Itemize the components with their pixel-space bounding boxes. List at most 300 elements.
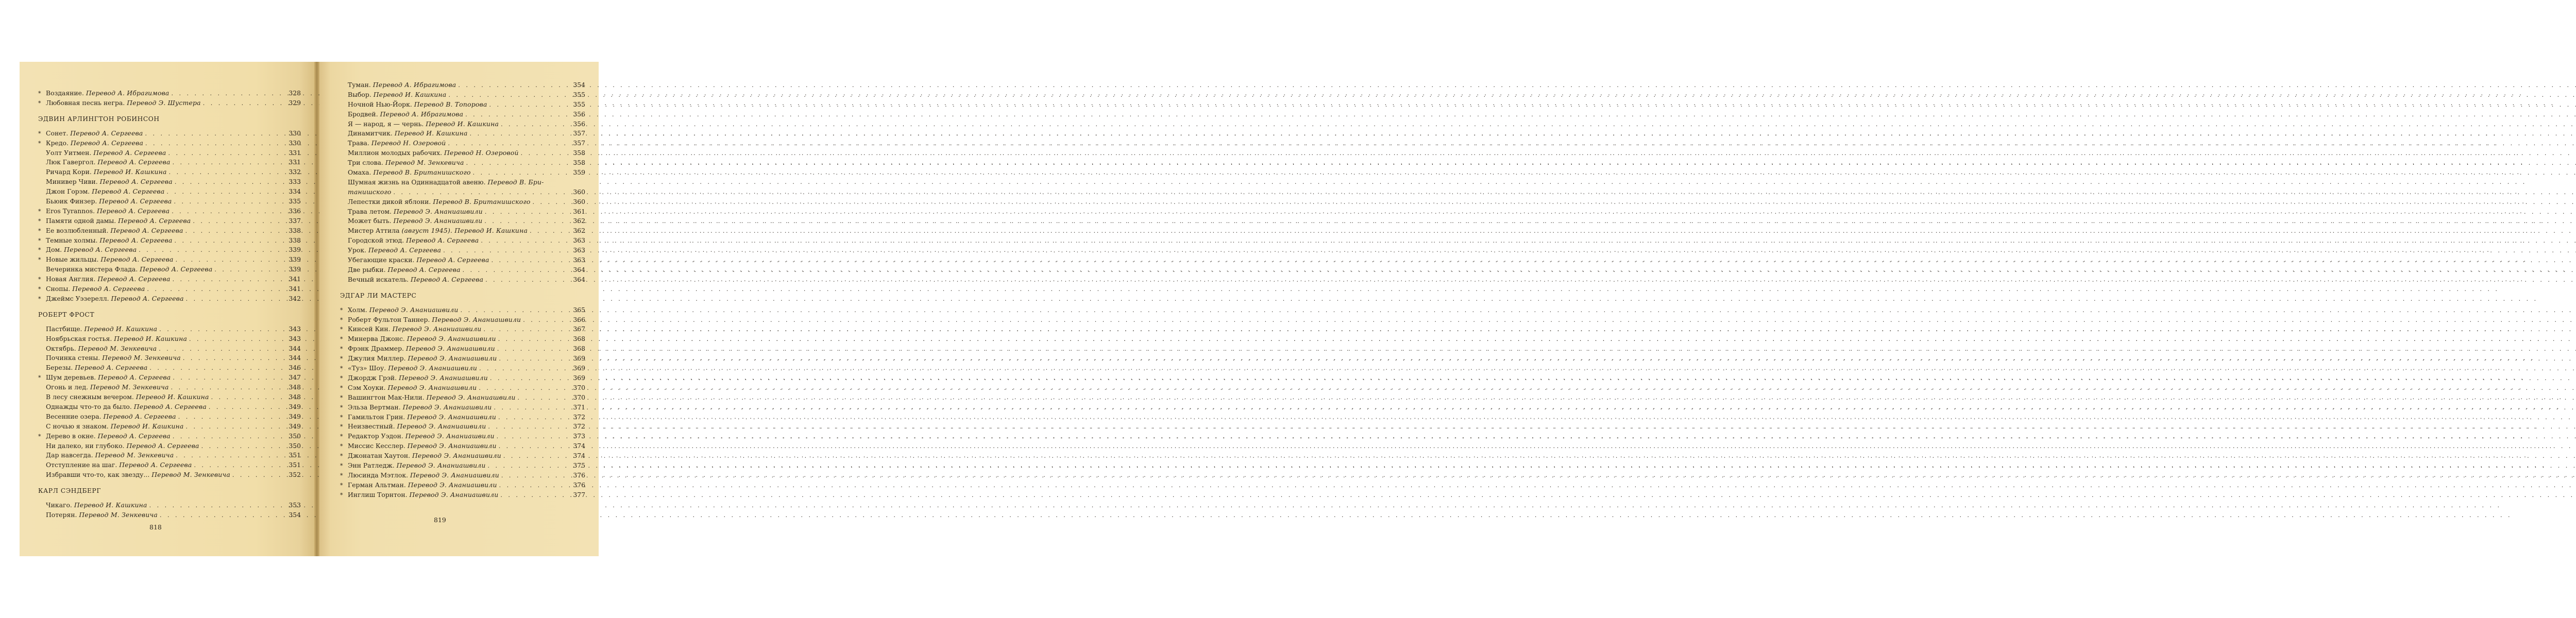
toc-entry — [38, 187, 301, 197]
entry-text — [348, 461, 486, 471]
entry-translator: Перевод А. Сергеева — [98, 373, 171, 382]
entry-text — [348, 393, 516, 403]
toc-entry — [38, 158, 301, 167]
entry-title: Памяти одной дамы. — [46, 216, 116, 225]
entry-page-number: 344 — [289, 344, 301, 352]
leader-dots — [492, 256, 569, 266]
leader-dots — [176, 255, 284, 265]
toc-entry — [340, 451, 585, 461]
entry-translator: Перевод В. Бри- — [487, 178, 544, 186]
entry-page-number: 330 — [289, 139, 301, 147]
entry-page-number: 355 — [573, 90, 585, 98]
entry-page-number: 348 — [289, 383, 301, 391]
author-heading: ЭДГАР ЛИ МАСТЕРС — [340, 291, 417, 299]
leader-dots — [169, 168, 284, 178]
toc-entry — [340, 383, 585, 393]
entry-page-number: 374 — [573, 442, 585, 450]
toc-entry — [340, 315, 585, 325]
leader-dots — [145, 129, 284, 139]
entry-translator: Перевод А. Сергеева — [97, 275, 171, 283]
entry-title: Октябрь. — [46, 344, 76, 352]
entry-text — [348, 158, 464, 168]
entry-translator: Перевод Э. Ананиашвили — [409, 490, 499, 499]
toc-entry — [340, 168, 585, 178]
entry-marker: * — [340, 482, 343, 489]
toc-entry — [340, 393, 585, 403]
entry-page-number: 328 — [289, 89, 301, 97]
toc-entry — [340, 413, 585, 422]
leader-dots — [178, 413, 284, 422]
entry-translator: Перевод А. Сергеева — [387, 265, 461, 273]
entry-translator: Перевод А. Сергеева — [118, 216, 191, 225]
entry-translator: Перевод И. Кашкина — [93, 168, 167, 176]
toc-entry — [340, 90, 585, 100]
entry-title: Выбор. — [348, 90, 371, 98]
leader-dots — [479, 384, 569, 393]
leader-dots — [465, 110, 569, 120]
leader-dots — [488, 422, 569, 432]
entry-title: Починка стены. — [46, 354, 100, 362]
toc-entry — [38, 284, 301, 294]
entry-title: Туман. — [348, 81, 371, 89]
entry-translator: Перевод Э. Ананиашвили — [410, 471, 499, 479]
entry-text — [46, 373, 171, 383]
entry-title: Ночной Нью-Йорк. — [348, 100, 412, 108]
entry-translator: Перевод А. Сергеева — [416, 256, 489, 264]
entry-page-number: 338 — [289, 226, 301, 234]
toc-entry — [38, 422, 301, 432]
entry-translator: Перевод А. Сергеева — [100, 255, 174, 264]
entry-page-number: 363 — [573, 246, 585, 254]
leader-dots — [173, 158, 284, 168]
entry-translator: Перевод А. Сергеева — [119, 461, 192, 469]
leader-dots — [173, 275, 284, 285]
entry-text — [348, 451, 501, 461]
entry-page-number: 359 — [573, 168, 585, 177]
leader-dots — [533, 198, 569, 208]
entry-text — [46, 216, 191, 226]
toc-entry — [38, 510, 301, 520]
toc-entry — [38, 274, 301, 284]
entry-text — [46, 422, 184, 432]
leader-dots — [176, 451, 284, 461]
entry-translator: Перевод М. Зенкевича — [102, 354, 181, 362]
entry-title: Чикаго. — [46, 501, 72, 509]
toc-entry — [340, 226, 585, 236]
entry-translator: Перевод Э. Ананиашвили — [408, 480, 497, 489]
leader-dots — [461, 306, 569, 316]
leader-dots — [211, 393, 284, 403]
toc-entry — [340, 275, 585, 285]
toc-entry — [38, 412, 301, 422]
entry-page-number: 350 — [289, 441, 301, 450]
toc-entry — [38, 501, 301, 510]
entry-translator: Перевод М. Зенкевича — [90, 383, 169, 391]
entry-page-number: 368 — [573, 345, 585, 353]
entry-page-number: 351 — [289, 451, 301, 459]
entry-translator: Перевод И. Кашкина — [135, 393, 209, 401]
toc-entry — [38, 334, 301, 344]
leader-dots — [186, 295, 284, 304]
entry-translator: Перевод А. Сергеева — [70, 129, 143, 137]
entry-title: Джеймс Уэзерелл. — [46, 294, 109, 302]
entry-title: Роберт Фультон Таннер. — [348, 315, 430, 323]
leader-dots — [488, 461, 569, 471]
entry-page-number: 329 — [289, 98, 301, 107]
entry-text — [348, 139, 446, 148]
toc-entry — [38, 129, 301, 139]
entry-marker: * — [340, 453, 343, 460]
entry-title: Кинсей Кин. — [348, 325, 391, 333]
entry-translator: Перевод Э. Ананиашвили — [405, 345, 495, 353]
entry-title: Огонь и лед. — [46, 383, 89, 391]
entry-text — [46, 158, 171, 167]
entry-page-number: 351 — [289, 461, 301, 469]
toc-entry — [38, 460, 301, 470]
entry-translator: Перевод Э. Ананиашвили — [407, 413, 497, 421]
toc-entry — [340, 490, 585, 500]
leader-dots — [500, 491, 569, 501]
entry-page-number: 358 — [573, 159, 585, 167]
entry-marker: * — [340, 346, 343, 353]
leader-dots — [497, 432, 569, 442]
entry-title: Джонатан Хаутон. — [348, 452, 411, 460]
toc-entry — [38, 451, 301, 460]
leader-dots — [194, 461, 284, 471]
entry-title: Две рыбки. — [348, 265, 386, 273]
entry-title: Городской этюд. — [348, 236, 404, 245]
entry-title: «Туз» Шоу. — [348, 364, 386, 372]
entry-translator: Перевод А. Сергеева — [99, 236, 173, 244]
entry-marker: * — [340, 374, 343, 382]
leader-dots — [175, 178, 284, 187]
entry-text — [46, 451, 174, 460]
entry-page-number: 357 — [573, 129, 585, 138]
author-heading: ЭДВИН АРЛИНГТОН РОБИНСОН — [38, 115, 160, 123]
leader-dots — [173, 373, 284, 383]
entry-text — [348, 168, 471, 178]
entry-title: Джордж Грэй. — [348, 373, 397, 382]
toc-entry — [38, 236, 301, 246]
entry-marker: * — [38, 99, 41, 107]
toc-entry — [38, 402, 301, 412]
entry-text — [348, 255, 489, 265]
entry-text — [348, 403, 492, 413]
entry-text — [348, 275, 483, 285]
entry-translator: Перевод А. Сергеева — [140, 265, 213, 273]
entry-translator: Перевод Э. Ананиашвили — [402, 403, 492, 411]
entry-title: Гамильтон Грин. — [348, 413, 405, 421]
entry-marker: * — [340, 394, 343, 401]
leader-dots — [498, 413, 569, 423]
entry-marker: * — [38, 130, 41, 137]
entry-translator: Перевод А. Сергеева — [72, 285, 145, 293]
entry-text — [46, 470, 230, 480]
entry-title: Отступление на шаг. — [46, 461, 117, 469]
entry-translator: Перевод А. Сергеева — [410, 275, 484, 283]
leader-dots — [458, 81, 569, 91]
entry-page-number: 339 — [289, 255, 301, 264]
entry-title: Ее возлюбленный. — [46, 226, 109, 234]
entry-title: Ричард Кори. — [46, 168, 92, 176]
entry-title: Ни далеко, ни глубоко. — [46, 441, 125, 450]
entry-title: Любовная песнь негра. — [46, 98, 125, 107]
leader-dots — [489, 100, 569, 110]
entry-title: Снопы. — [46, 285, 71, 293]
entry-translator: Перевод А. Сергеева — [103, 412, 176, 420]
toc-entry — [38, 441, 301, 451]
leader-dots — [523, 316, 569, 325]
entry-page-number: 336 — [289, 207, 301, 215]
entry-text — [348, 471, 499, 480]
toc-entry — [340, 197, 585, 207]
entry-text — [348, 334, 496, 344]
entry-title: С ночью я знаком. — [46, 422, 109, 430]
entry-title: Новые жильцы. — [46, 255, 99, 264]
entry-text — [46, 334, 187, 344]
leader-dots — [530, 227, 569, 236]
leader-dots — [501, 120, 569, 130]
leader-dots — [171, 383, 284, 393]
entry-text — [348, 354, 497, 364]
toc-entry — [340, 265, 585, 275]
left-page — [20, 62, 314, 556]
entry-page-number: 357 — [573, 139, 585, 147]
entry-title: Ноябрьская гостья. — [46, 334, 112, 342]
entry-page-number: 364 — [573, 265, 585, 273]
entry-text — [46, 510, 158, 520]
toc-entry — [340, 354, 585, 364]
toc-entry — [340, 110, 585, 119]
entry-translator: Перевод В. Британишского — [433, 197, 531, 205]
leader-dots — [203, 99, 284, 109]
toc-entry — [340, 119, 585, 129]
entry-page-number: 347 — [289, 373, 301, 382]
entry-translator-continuation: танишского — [348, 187, 392, 196]
leader-dots — [185, 227, 284, 236]
entry-text — [348, 236, 479, 246]
entry-text — [46, 383, 169, 392]
toc-entry — [38, 197, 301, 207]
entry-page-number: 375 — [573, 461, 585, 469]
entry-page-number: 355 — [573, 100, 585, 108]
entry-translator: Перевод Э. Ананиашвили — [387, 383, 477, 391]
entry-title: Пастбище. — [46, 324, 82, 333]
toc-entry — [340, 216, 585, 226]
entry-translator: Перевод М. Зенкевича — [95, 451, 174, 459]
entry-translator: Перевод М. Зенкевича — [79, 510, 158, 519]
toc-entry — [38, 148, 301, 158]
entry-title: Уолт Уитмен. — [46, 148, 92, 157]
entry-title: Минивер Чиви. — [46, 178, 98, 186]
entry-marker: * — [340, 355, 343, 363]
entry-page-number: 356 — [573, 110, 585, 118]
entry-text — [348, 246, 441, 255]
entry-page-number: 354 — [289, 510, 301, 519]
entry-translator: Перевод А. Сергеева — [99, 197, 172, 205]
entry-translator: Перевод Э. Ананиашвили — [408, 354, 497, 363]
leader-dots — [201, 442, 284, 452]
entry-text — [348, 490, 498, 500]
leader-dots — [232, 471, 284, 480]
entry-text — [46, 167, 167, 177]
entry-text — [46, 89, 170, 98]
entry-title: Шумная жизнь на Одиннадцатой авеню. — [348, 178, 486, 186]
entry-page-number: 360 — [573, 187, 585, 196]
toc-entry — [340, 129, 585, 139]
entry-title: Бродвей. — [348, 110, 378, 118]
entry-page-number: 372 — [573, 422, 585, 431]
leader-dots — [209, 403, 284, 413]
entry-page-number: 341 — [289, 285, 301, 293]
toc-entry — [340, 480, 585, 490]
toc-entry — [38, 324, 301, 334]
entry-text — [348, 441, 497, 451]
entry-page-number: 376 — [573, 480, 585, 489]
leader-dots — [499, 481, 569, 491]
toc-entry — [38, 470, 301, 480]
toc-entry — [38, 177, 301, 187]
toc-entry — [38, 392, 301, 402]
entry-marker: * — [38, 90, 41, 97]
toc-entry — [340, 344, 585, 354]
entry-title: Динамитчик. — [348, 129, 393, 138]
entry-text — [46, 353, 181, 363]
entry-text — [46, 245, 137, 255]
leader-dots — [499, 442, 569, 452]
leader-dots — [521, 149, 569, 159]
entry-page-number: 349 — [289, 412, 301, 420]
entry-title: Eros Tyrannos. — [46, 207, 95, 215]
entry-title: Герман Альтман. — [348, 480, 406, 489]
leader-dots — [139, 246, 284, 255]
entry-page-number: 364 — [573, 275, 585, 283]
leader-dots — [473, 168, 569, 178]
leader-dots — [448, 139, 569, 149]
leader-dots — [189, 335, 284, 345]
entry-translator: Перевод Э. Ананиашвили — [406, 335, 496, 343]
toc-entry — [340, 255, 585, 265]
entry-marker: * — [340, 306, 343, 314]
entry-translator: Перевод А. Ибрагимова — [372, 81, 456, 89]
leader-dots — [173, 432, 284, 442]
entry-translator: Перевод Э. Ананиашвили — [412, 452, 501, 460]
entry-title: Воздаяние. — [46, 89, 84, 97]
entry-translator: Перевод А. Сергеева — [92, 187, 165, 196]
entry-title: Джулия Миллер. — [348, 354, 406, 363]
entry-translator: Перевод А. Сергеева — [70, 139, 144, 147]
entry-text — [46, 284, 145, 294]
right-page-number: 819 — [434, 516, 446, 524]
entry-title: Минерва Джонс. — [348, 335, 405, 343]
entry-translator: Перевод А. Сергеева — [99, 178, 173, 186]
entry-marker: * — [340, 384, 343, 391]
entry-page-number: 356 — [573, 119, 585, 128]
toc-entry — [340, 236, 585, 246]
entry-text — [348, 383, 477, 393]
toc-entry — [340, 324, 585, 334]
leader-dots — [483, 325, 569, 335]
entry-marker: * — [340, 316, 343, 323]
entry-marker: * — [38, 140, 41, 147]
entry-page-number: 369 — [573, 364, 585, 372]
entry-marker: * — [340, 423, 343, 431]
toc-entry — [38, 216, 301, 226]
entry-translator: Перевод А. Сергеева — [406, 236, 479, 245]
entry-title: Лепестки дикой яблони. — [348, 197, 431, 205]
book-spread — [20, 62, 599, 556]
entry-page-number: 339 — [289, 265, 301, 273]
entry-text — [348, 129, 468, 139]
entry-translator: Перевод И. Кашкина — [110, 422, 184, 430]
leader-dots — [481, 236, 569, 246]
entry-title: Эльза Вертман. — [348, 403, 401, 411]
toc-entry — [38, 363, 301, 373]
entry-translator: Перевод Э. Ананиашвили — [393, 207, 483, 215]
entry-title: Вашингтон Мак-Нили. — [348, 393, 425, 401]
entry-translator: Перевод И. Кашкина — [426, 119, 499, 128]
entry-title: Три слова. — [348, 159, 383, 167]
entry-title: Вечеринка мистера Флада. — [46, 265, 138, 273]
entry-translator: Перевод А. Сергеева — [64, 246, 137, 254]
entry-title: Мистер Аттила — [348, 227, 400, 235]
entry-title: Весенние озера. — [46, 412, 101, 420]
entry-translator: Перевод В. Британишского — [373, 168, 471, 177]
entry-title: Дом. — [46, 246, 62, 254]
entry-page-number: 369 — [573, 373, 585, 382]
entry-text — [46, 460, 192, 470]
entry-translator: Перевод А. Сергеева — [96, 207, 170, 215]
leader-dots — [503, 452, 569, 461]
entry-translator: Перевод Э. Ананиашвили — [369, 305, 459, 314]
toc-entry — [38, 207, 301, 216]
leader-dots — [147, 285, 284, 295]
entry-text — [348, 226, 528, 236]
toc-entry — [340, 403, 585, 413]
toc-entry — [340, 80, 585, 90]
leader-dots — [466, 159, 569, 168]
entry-marker: * — [340, 326, 343, 333]
toc-entry-continuation — [340, 187, 585, 197]
entry-translator: Перевод А. Сергеева — [97, 158, 171, 166]
entry-title: Я — народ, я — чернь. — [348, 119, 424, 128]
entry-text — [348, 100, 487, 110]
entry-text — [46, 207, 170, 216]
entry-text — [348, 80, 456, 90]
entry-page-number: 341 — [289, 275, 301, 283]
toc-entry — [340, 148, 585, 158]
entry-translator: Перевод Э. Ананиашвили — [388, 364, 478, 372]
entry-text — [46, 129, 143, 139]
toc-entry — [340, 246, 585, 255]
leader-dots — [160, 511, 284, 521]
entry-translator: Перевод Э. Ананиашвили — [407, 442, 497, 450]
toc-entry — [340, 158, 585, 168]
entry-page-number: 369 — [573, 354, 585, 363]
leader-dots — [166, 187, 284, 197]
entry-title: Однажды что-то да было. — [46, 402, 132, 410]
entry-text — [348, 373, 488, 383]
right-page — [319, 62, 599, 556]
toc-entry — [38, 353, 301, 363]
entry-translator: Перевод В. Топорова — [414, 100, 487, 108]
entry-title: Кредо. — [46, 139, 69, 147]
entry-translator: Перевод И. Кашкина — [84, 324, 158, 333]
author-heading: КАРЛ СЭНДБЕРГ — [38, 487, 101, 495]
entry-text — [46, 148, 166, 158]
left-page-number: 818 — [149, 523, 162, 531]
toc-entry — [340, 334, 585, 344]
